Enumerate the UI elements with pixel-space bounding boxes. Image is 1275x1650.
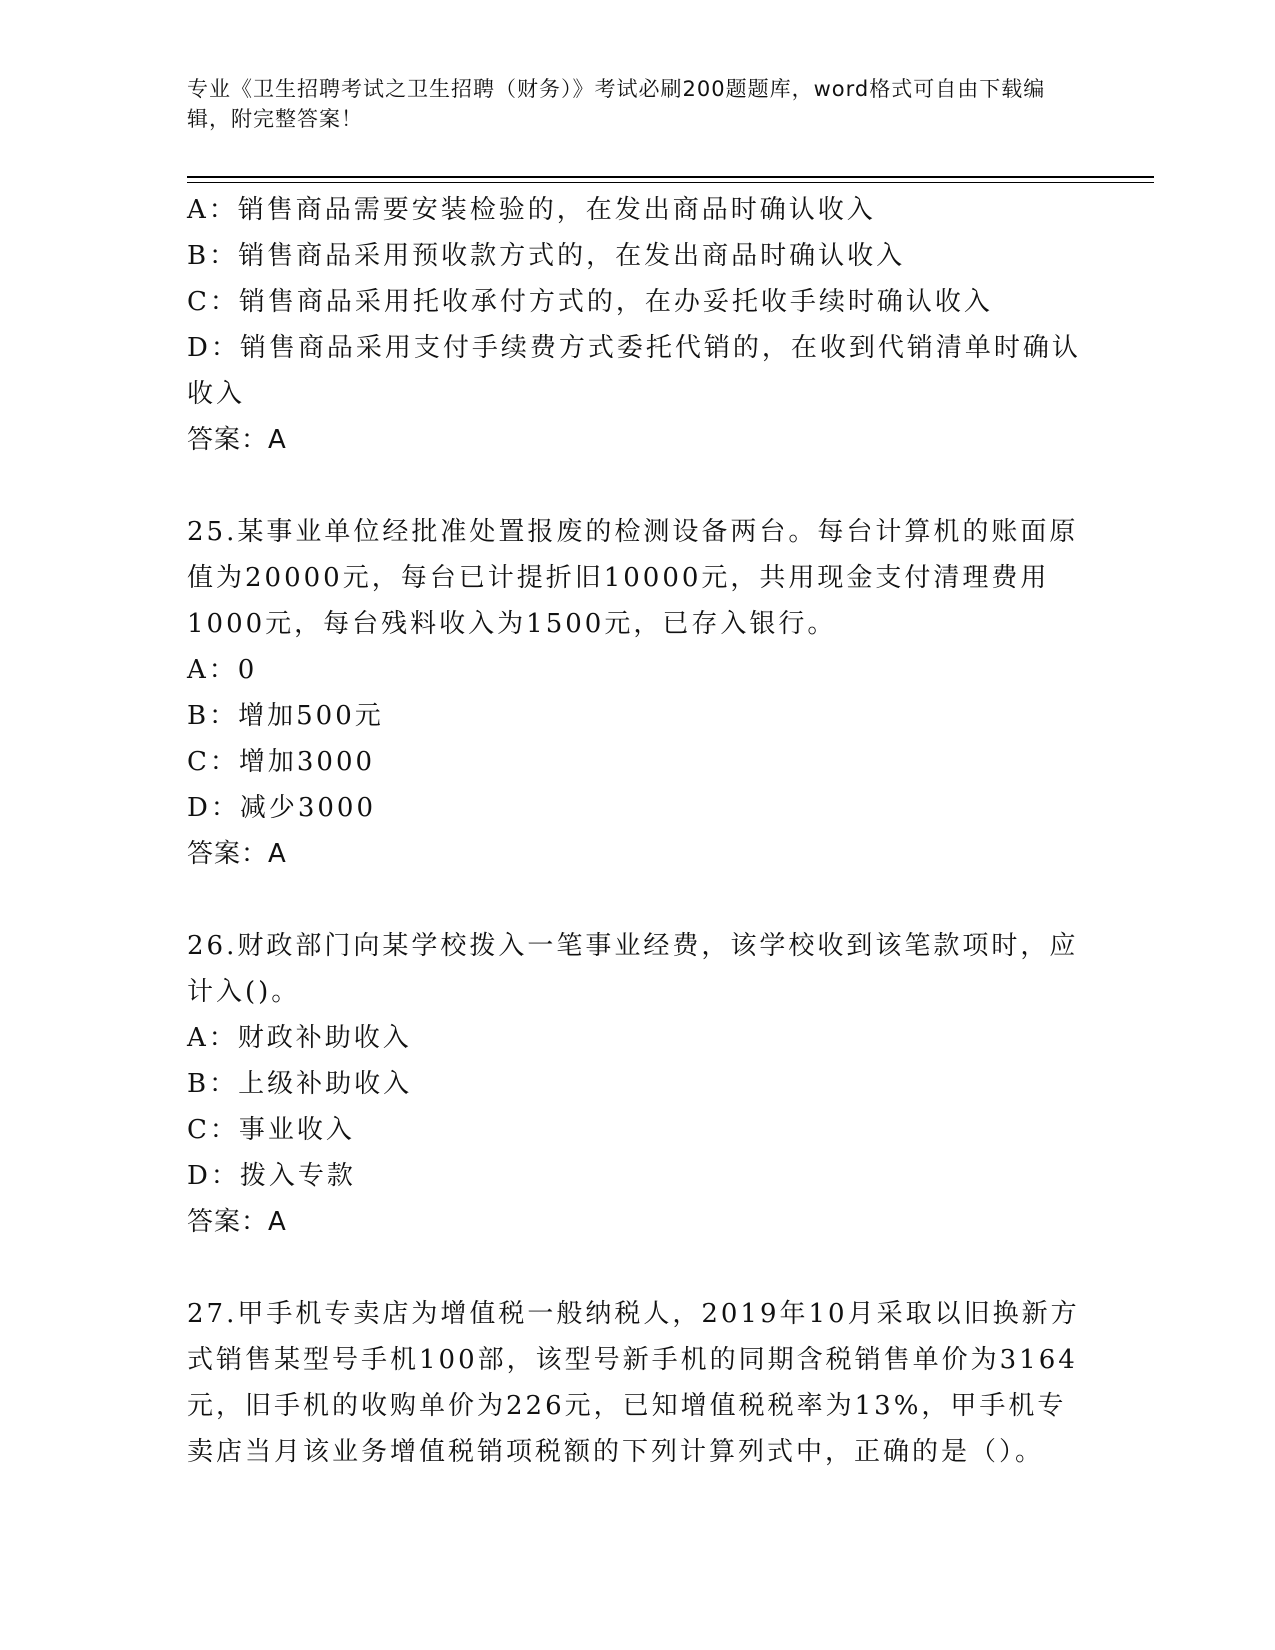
question-25-block	[187, 509, 1087, 877]
option-b: B：销售商品采用预收款方式的，在发出商品时确认收入	[187, 241, 906, 271]
option-a: A：0	[187, 655, 258, 685]
spacer	[187, 877, 1087, 923]
answer-line: 答案：A	[187, 839, 287, 869]
question-26-block	[187, 923, 1087, 1245]
spacer	[187, 1245, 1087, 1291]
prev-question-block	[187, 187, 1087, 463]
spacer	[187, 463, 1087, 509]
question-content	[187, 187, 1087, 1475]
header-rule-thick	[187, 176, 1154, 178]
question-26-stem: 26.财政部门向某学校拨入一笔事业经费，该学校收到该笔款项时，应计入()。	[187, 931, 1079, 1007]
question-27-stem: 27.甲手机专卖店为增值税一般纳税人，2019年10月采取以旧换新方式销售某型号手机100部，该型号新手机的同期含税销售单价为3164元，旧手机的收购单价为226元，已知增值税税率为13%，甲手机专卖店当月该业务增值税销项税额的下列计算列式中，正确的是（）。	[187, 1299, 1080, 1467]
header-rule-thin	[187, 182, 1154, 183]
option-b: B：增加500元	[187, 701, 384, 731]
question-27-block	[187, 1291, 1087, 1475]
option-a: A：财政补助收入	[187, 1023, 412, 1053]
option-c: C：增加3000	[187, 747, 376, 777]
option-b: B：上级补助收入	[187, 1069, 413, 1099]
option-d: D：拨入专款	[187, 1161, 356, 1191]
document-header: 专业《卫生招聘考试之卫生招聘（财务）》考试必刷200题题库，word格式可自由下载编辑，附完整答案！	[187, 77, 1046, 131]
option-c: C：事业收入	[187, 1115, 355, 1145]
option-d: D：减少3000	[187, 793, 377, 823]
option-d: D：销售商品采用支付手续费方式委托代销的，在收到代销清单时确认收入	[187, 333, 1081, 409]
answer-line: 答案：A	[187, 425, 287, 455]
answer-line: 答案：A	[187, 1207, 287, 1237]
question-25-stem: 25.某事业单位经批准处置报废的检测设备两台。每台计算机的账面原值为20000元，每台已计提折旧10000元，共用现金支付清理费用1000元，每台残料收入为1500元，已存入银行。	[187, 517, 1079, 639]
option-c: C：销售商品采用托收承付方式的，在办妥托收手续时确认收入	[187, 287, 993, 317]
option-a: A：销售商品需要安装检验的，在发出商品时确认收入	[187, 195, 876, 225]
